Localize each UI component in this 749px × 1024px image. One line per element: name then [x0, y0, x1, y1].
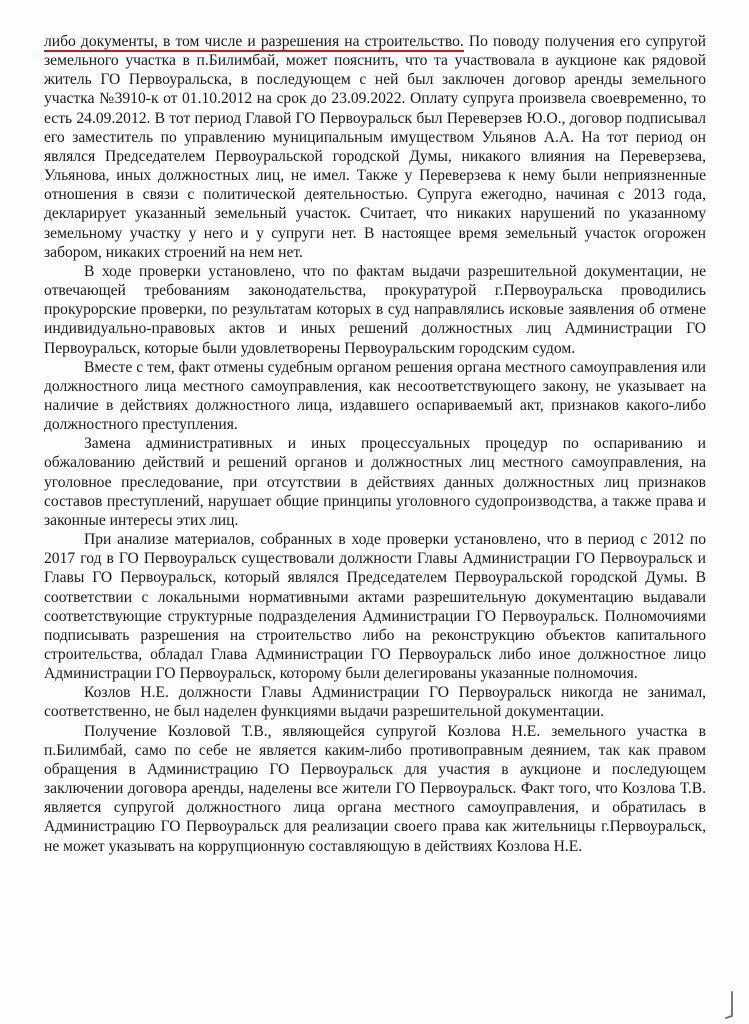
document-body [44, 32, 706, 856]
paragraph-3: Вместе с тем, факт отмены судебным органом решения органа местного самоуправления или должностного лица местного самоуправления, как несоответствующего закону, не указывает на наличие в действиях должностного лица, издавшего оспариваемый акт, признаков какого-либо должностного преступления. [44, 358, 706, 434]
paragraph-5: При анализе материалов, собранных в ходе проверки установлено, что в период с 2012 по 2017 год в ГО Первоуральск существовали должности Главы Администрации ГО Первоуральск и Главы ГО Первоуральск, который являлся Председателем Первоуральской городской Думы. В соответствии с локальными нормативными актами разрешительную документацию выдавали соответствующие структурные подразделения Администрации ГО Первоуральск. Полномочиями подписывать разрешения на строительство либо на реконструкцию объектов капитального строительства, обладал Глава Администрации ГО Первоуральск либо иное должностное лицо Администрации ГО Первоуральск, которому были делегированы указанные полномочия. [44, 531, 706, 683]
page-corner-mark [722, 990, 738, 1020]
paragraph-6: Козлов Н.Е. должности Главы Администрации ГО Первоуральск никогда не занимал, соответственно, не был наделен функциями выдачи разрешительной документации. [44, 684, 706, 721]
paragraph-4: Замена административных и иных процессуальных процедур по оспариванию и обжалованию действий и решений органов и должностных лиц местного самоуправления, на уголовное преследование, при отсутствии в действиях данных должностных лиц признаков составов преступлений, нарушает общие принципы уголовного судопроизводства, а также права и законные интересы этих лиц. [44, 435, 706, 529]
paragraph-2: В ходе проверки установлено, что по фактам выдачи разрешительной документации, не отвечающей требованиям законодательства, прокуратурой г.Первоуральска проводились прокурорские проверки, по результатам которых в суд направлялись исковые заявления об отмене индивидуально-правовых актов и иных решений должностных лиц Администрации ГО Первоуральск, которые были удовлетворены Первоуральским городским судом. [44, 262, 706, 357]
underlined-fragment: либо документы, в том числе и разрешения на строительство. [44, 33, 464, 50]
paragraph-1 [44, 32, 706, 262]
paragraph-7: Получение Козловой Т.В., являющейся супругой Козлова Н.Е. земельного участка в п.Билимбай, само по себе не является каким-либо противоправным деянием, так как правом обращения в Администрацию ГО Первоуральск для участия в аукционе и последующем заключении договора аренды, наделены все жители ГО Первоуральск. Факт того, что Козлова Т.В. является супругой должностного лица органа местного самоуправления, и обратилась в Администрацию ГО Первоуральск для реализации своего права как жительницы г.Первоуральск, не может указывать на коррупционную составляющую в действиях Козлова Н.Е. [44, 722, 706, 855]
paragraph-1-text: По поводу получения его супругой земельного участка в п.Билимбай, может пояснить, что та участвовала в аукционе как рядовой житель ГО Первоуральска, в последующем с ней был заключен договор аренды земельного участка №3910-к от 01.10.2012 на срок до 23.09.2022. Оплату супруга произвела своевременно, то есть 24.09.2012. В тот период Главой ГО Первоуральск был Переверзев Ю.О., договор подписывал его заместитель по управлению муниципальным имуществом Ульянов А.А. На тот период он являлся Председателем Первоуральской городской Думы, никакого влияния на Переверзева, Ульянова, иных должностных лиц, не имел. Также у Переверзева к нему были неприязненные отношения в связи с политической деятельностью. Супруга ежегодно, начиная с 2013 года, декларирует указанный земельный участок. Считает, что никаких нарушений по указанному земельному участку у него и у супруги нет. В настоящее время земельный участок огорожен забором, никаких строений на нем нет. [44, 33, 706, 261]
